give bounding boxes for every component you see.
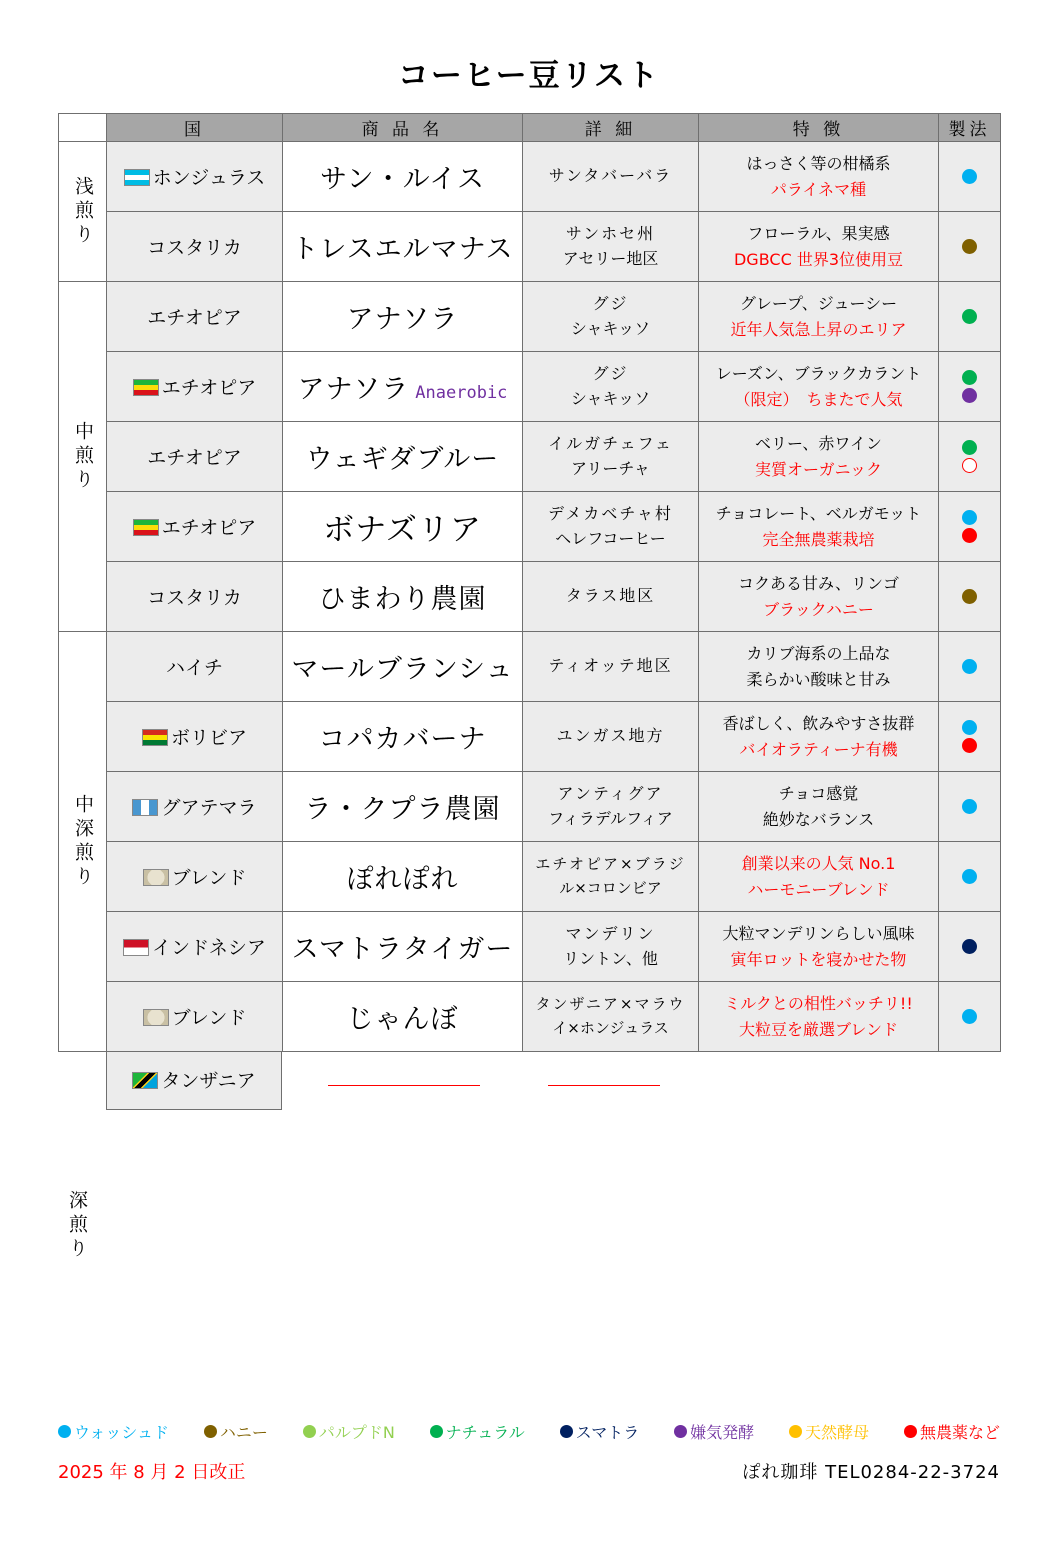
product-name-cell	[283, 632, 523, 702]
product-name-label: ウェギダブルー	[305, 444, 500, 475]
detail-line-2: アセリー地区	[562, 248, 659, 268]
country-cell	[107, 212, 283, 282]
legend-dot	[303, 1425, 316, 1438]
feature-line-1: 大粒マンデリンらしい風味	[722, 923, 915, 943]
product-name-label: トレスエルマナス	[291, 234, 514, 265]
roast-level-cell	[59, 142, 107, 282]
method-cell	[939, 422, 1001, 492]
detail-cell	[523, 842, 699, 912]
table-row	[59, 212, 1001, 282]
detail-line-2: フィラデルフィア	[548, 808, 673, 828]
bolivia-flag	[142, 729, 168, 746]
table-row	[59, 562, 1001, 632]
feature-line-2: パライネマ種	[770, 179, 867, 199]
roast-level-cell	[59, 632, 107, 1052]
legend-dot	[430, 1425, 443, 1438]
feature-cell	[699, 422, 939, 492]
method-dot-organic-outline	[962, 458, 977, 473]
feature-line-1: カリブ海系の上品な	[746, 643, 891, 663]
country-cell	[107, 352, 283, 422]
table-row	[59, 982, 1001, 1052]
product-name-cell	[283, 492, 523, 562]
ethiopia-flag	[133, 379, 159, 396]
country-label: エチオピア	[161, 377, 257, 399]
header-roast	[59, 114, 107, 142]
footer	[58, 1458, 1000, 1484]
feature-line-2: 柔らかい酸味と甘み	[746, 669, 891, 689]
feature-line-1: グレープ、ジューシー	[739, 293, 898, 313]
feature-cell	[699, 912, 939, 982]
feature-cell	[699, 772, 939, 842]
method-cell	[939, 702, 1001, 772]
detail-line-2: ヘレフコーヒー	[555, 528, 666, 548]
method-cell	[939, 842, 1001, 912]
country-label: エチオピア	[147, 447, 242, 469]
legend-item	[204, 1420, 268, 1443]
product-name-label: ボナズリア	[323, 512, 482, 548]
product-name-label: スマトラタイガー	[291, 934, 514, 965]
table-row	[59, 142, 1001, 212]
feature-cell	[699, 842, 939, 912]
country-cell	[107, 282, 283, 352]
detail-cell	[523, 982, 699, 1052]
method-cell	[939, 982, 1001, 1052]
legend-item	[58, 1420, 169, 1443]
roast-label-deep: 深煎り	[66, 1190, 88, 1262]
product-name-cell	[283, 772, 523, 842]
legend-dot	[560, 1425, 573, 1438]
feature-cell	[699, 282, 939, 352]
table-row	[59, 702, 1001, 772]
honduras-flag	[124, 169, 150, 186]
detail-line-1: ユンガス地方	[556, 726, 665, 746]
feature-line-1: ベリー、赤ワイン	[755, 433, 882, 453]
detail-line-1: デメカベチャ村	[548, 503, 673, 523]
legend-item	[789, 1420, 869, 1443]
feature-line-1: フローラル、果実感	[747, 223, 890, 243]
country-cell	[107, 912, 283, 982]
country-cell	[107, 842, 283, 912]
legend-label: ナチュラル	[445, 1423, 525, 1442]
feature-line-2: 寅年ロットを寝かせた物	[730, 949, 907, 969]
product-name-label: マールブランシュ	[291, 654, 514, 685]
country-cell	[107, 562, 283, 632]
detail-line-2: アリーチャ	[571, 458, 650, 478]
method-cell	[939, 282, 1001, 352]
feature-line-2: DGBCC 世界3位使用豆	[733, 249, 904, 269]
shop-contact: ぽれ珈琲 TEL0284-22-3724	[742, 1462, 1000, 1483]
detail-line-1: マンデリン	[565, 923, 656, 943]
table-row	[59, 632, 1001, 702]
legend-item	[904, 1420, 1000, 1443]
country-cell	[107, 422, 283, 492]
legend-dot	[204, 1425, 217, 1438]
table-row	[59, 352, 1001, 422]
detail-cell	[523, 562, 699, 632]
method-cell	[939, 352, 1001, 422]
product-name-cell	[283, 422, 523, 492]
feature-cell	[699, 632, 939, 702]
legend-label: スマトラ	[575, 1423, 640, 1442]
product-name-label: ぽれぽれ	[346, 864, 459, 895]
legend-label: パルプドN	[318, 1423, 395, 1442]
page-title: コーヒー豆リスト	[397, 58, 661, 94]
blend-logo	[143, 869, 169, 886]
detail-line-1: ティオッテ地区	[548, 656, 673, 676]
country-label: ホンジュラス	[152, 167, 266, 189]
table-row	[59, 422, 1001, 492]
detail-line-1: タンザニア×マラウ	[535, 995, 686, 1014]
detail-line-2: シャキッソ	[570, 318, 651, 338]
tanzania-country-cell	[106, 1052, 282, 1110]
feature-cell	[699, 702, 939, 772]
country-label: エチオピア	[147, 307, 242, 329]
tanzania-country-label: タンザニア	[161, 1070, 256, 1092]
legend-label: ハニー	[219, 1423, 268, 1442]
country-label: ブレンド	[171, 867, 247, 889]
product-name-label: アナソラ	[346, 304, 459, 335]
product-name-label: ラ・クプラ農園	[304, 794, 501, 825]
country-cell	[107, 982, 283, 1052]
detail-line-2: イ×ホンジュラス	[552, 1018, 669, 1037]
method-dot	[962, 370, 977, 385]
legend-item	[430, 1420, 525, 1443]
product-name-label: ひまわり農園	[318, 584, 487, 615]
feature-line-1: チョコ感覚	[778, 783, 859, 803]
legend-dot	[904, 1425, 917, 1438]
legend-dot	[58, 1425, 71, 1438]
header-feature: 特 徴	[699, 114, 939, 142]
feature-line-2: 完全無農薬栽培	[762, 529, 875, 549]
detail-cell	[523, 212, 699, 282]
product-name-label: アナソラ	[297, 374, 410, 405]
feature-cell	[699, 212, 939, 282]
table-row	[59, 772, 1001, 842]
roast-level-label: 中煎り	[72, 420, 94, 493]
detail-cell	[523, 352, 699, 422]
coffee-bean-list-page	[0, 50, 1058, 1547]
product-name-label: コパカバーナ	[318, 724, 487, 755]
product-name-cell	[283, 702, 523, 772]
ethiopia-flag	[133, 519, 159, 536]
method-dot	[962, 388, 977, 403]
detail-cell	[523, 142, 699, 212]
legend-label: 天然酵母	[805, 1423, 870, 1442]
product-name-cell	[283, 912, 523, 982]
coffee-bean-table	[58, 113, 1001, 1052]
country-cell	[107, 702, 283, 772]
legend-label: 無農薬など	[919, 1423, 1000, 1442]
method-cell	[939, 492, 1001, 562]
legend-dot	[674, 1425, 687, 1438]
header-detail: 詳 細	[523, 114, 699, 142]
country-label: コスタリカ	[147, 237, 242, 259]
method-dot	[962, 799, 977, 814]
feature-cell	[699, 352, 939, 422]
detail-line-1: グジ	[592, 293, 629, 313]
feature-line-1: 創業以来の人気 No.1	[741, 853, 896, 873]
guatemala-flag	[132, 799, 158, 816]
detail-cell	[523, 422, 699, 492]
tanzania-row-area	[58, 1052, 1000, 1112]
feature-cell	[699, 562, 939, 632]
method-dot	[962, 440, 977, 455]
legend-label: ウォッシュド	[74, 1423, 170, 1442]
detail-cell	[523, 702, 699, 772]
method-cell	[939, 212, 1001, 282]
method-dot	[962, 738, 977, 753]
country-label: コスタリカ	[147, 587, 242, 609]
detail-line-1: アンティグア	[557, 783, 664, 803]
country-label: ブレンド	[171, 1007, 247, 1029]
feature-line-1: 香ばしく、飲みやすさ抜群	[722, 713, 915, 733]
method-cell	[939, 142, 1001, 212]
detail-cell	[523, 912, 699, 982]
product-name-cell	[283, 142, 523, 212]
legend-item	[674, 1420, 754, 1443]
table-row	[59, 282, 1001, 352]
detail-line-2: リントン、他	[563, 948, 658, 968]
table-header	[59, 114, 1001, 142]
method-legend	[58, 1420, 1000, 1443]
method-dot	[962, 939, 977, 954]
legend-item	[303, 1420, 395, 1443]
detail-line-1: タラス地区	[565, 586, 656, 606]
method-dot	[962, 720, 977, 735]
product-strikethrough-line	[328, 1085, 480, 1086]
detail-strikethrough-line	[548, 1085, 660, 1086]
method-dot	[962, 309, 977, 324]
product-name-cell	[283, 282, 523, 352]
feature-line-2: 絶妙なバランス	[762, 809, 875, 829]
feature-cell	[699, 142, 939, 212]
table-row	[59, 492, 1001, 562]
roast-level-label: 中深煎り	[72, 793, 94, 890]
table-body	[59, 142, 1001, 1052]
legend-item	[560, 1420, 640, 1443]
header-product: 商 品 名	[283, 114, 523, 142]
country-cell	[107, 632, 283, 702]
detail-cell	[523, 282, 699, 352]
feature-line-2: 大粒豆を厳選ブレンド	[739, 1019, 898, 1039]
method-dot	[962, 589, 977, 604]
country-cell	[107, 772, 283, 842]
country-label: ボリビア	[170, 727, 247, 749]
tanzania-flag	[132, 1072, 158, 1089]
method-dot	[962, 239, 977, 254]
country-label: インドネシア	[152, 937, 266, 959]
detail-line-1: イルガチェフェ	[548, 433, 673, 453]
method-dot	[962, 659, 977, 674]
blend-logo	[143, 1009, 169, 1026]
detail-line-1: サンホセ州	[565, 223, 656, 243]
feature-line-2: バイオラティーナ有機	[739, 739, 898, 759]
method-dot	[962, 528, 977, 543]
product-name-cell	[283, 982, 523, 1052]
detail-cell	[523, 492, 699, 562]
feature-line-1: チョコレート、ベルガモット	[715, 503, 922, 523]
country-label: グアテマラ	[161, 797, 257, 819]
method-dot	[962, 869, 977, 884]
method-dot	[962, 169, 977, 184]
country-label: エチオピア	[161, 517, 257, 539]
detail-cell	[523, 772, 699, 842]
legend-dot	[789, 1425, 802, 1438]
feature-cell	[699, 982, 939, 1052]
product-name-cell	[283, 212, 523, 282]
feature-line-2: ハーモニーブレンド	[747, 879, 890, 899]
method-dot	[962, 510, 977, 525]
method-dot	[962, 1009, 977, 1024]
feature-line-2: 近年人気急上昇のエリア	[730, 319, 907, 339]
table-row	[59, 912, 1001, 982]
feature-cell	[699, 492, 939, 562]
method-cell	[939, 562, 1001, 632]
product-name-cell	[283, 562, 523, 632]
roast-level-cell	[59, 282, 107, 632]
detail-line-2: ル×コロンビア	[559, 878, 662, 897]
roast-level-label: 浅煎り	[72, 175, 94, 248]
feature-line-1: コクある甘み、リンゴ	[738, 573, 899, 593]
feature-line-2: （限定） ちまたで人気	[734, 389, 903, 409]
detail-line-2: シャキッソ	[570, 388, 651, 408]
detail-line-1: エチオピア×ブラジ	[535, 855, 686, 874]
method-cell	[939, 912, 1001, 982]
revision-date: 2025 年 8 月 2 日改正	[58, 1462, 246, 1483]
header-method: 製法	[939, 114, 1001, 142]
feature-line-2: 実質オーガニック	[754, 459, 883, 479]
product-name-cell	[283, 842, 523, 912]
feature-line-1: ミルクとの相性バッチリ!!	[724, 993, 913, 1013]
country-label: ハイチ	[165, 657, 223, 679]
feature-line-1: レーズン、ブラックカラント	[715, 363, 922, 383]
detail-cell	[523, 632, 699, 702]
country-cell	[107, 492, 283, 562]
product-name-label: じゃんぼ	[346, 1004, 459, 1035]
header-country: 国	[107, 114, 283, 142]
product-process-note: Anaerobic	[415, 383, 508, 403]
detail-line-1: グジ	[592, 363, 629, 383]
feature-line-2: ブラックハニー	[763, 599, 874, 619]
product-name-label: サン・ルイス	[319, 164, 486, 195]
indonesia-flag	[123, 939, 149, 956]
feature-line-1: はっさく等の柑橘系	[746, 153, 891, 173]
legend-label: 嫌気発酵	[690, 1423, 755, 1442]
method-cell	[939, 772, 1001, 842]
method-cell	[939, 632, 1001, 702]
detail-line-1: サンタバーバラ	[548, 166, 673, 186]
product-name-cell	[283, 352, 523, 422]
table-row	[59, 842, 1001, 912]
country-cell	[107, 142, 283, 212]
